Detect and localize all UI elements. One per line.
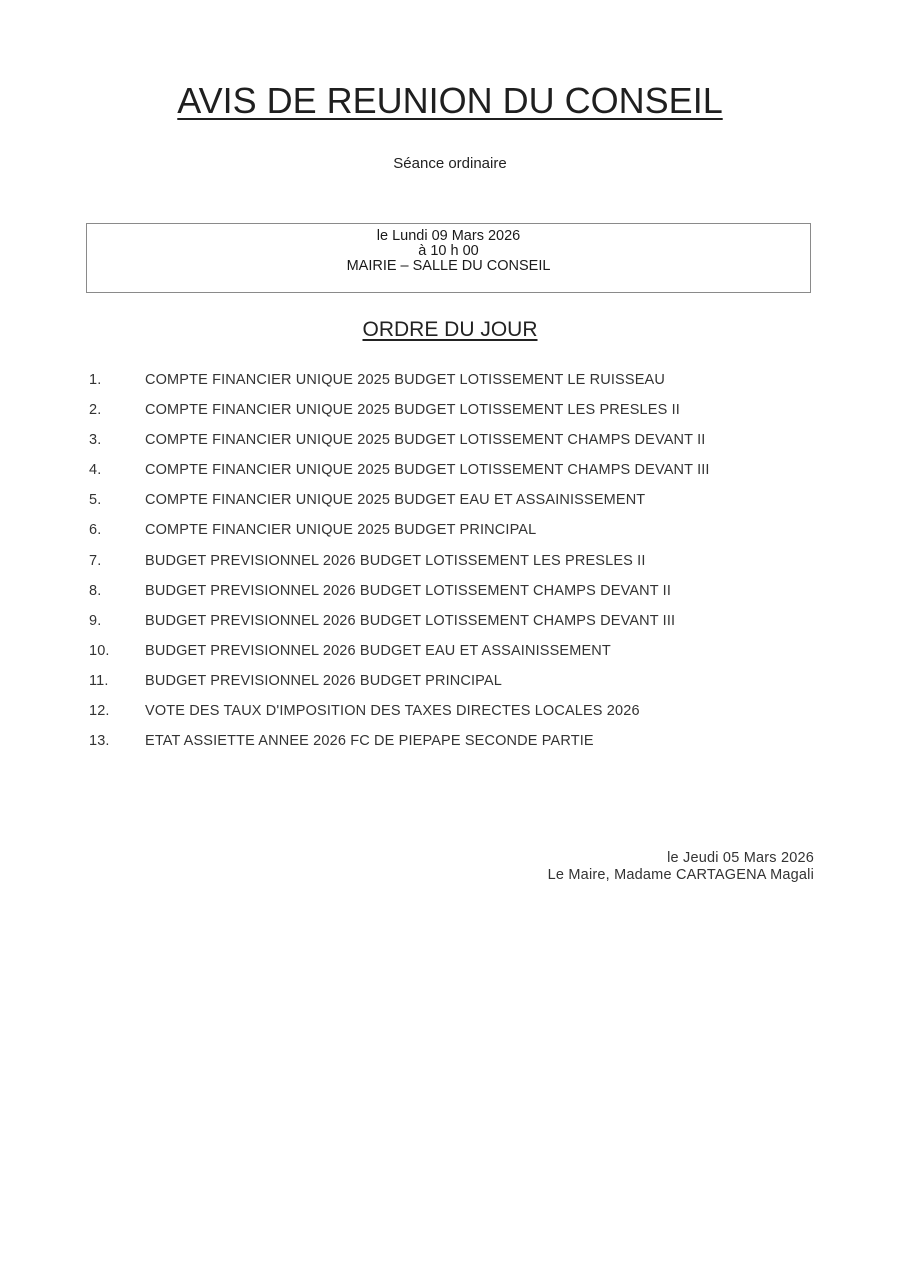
- agenda-item-text: COMPTE FINANCIER UNIQUE 2025 BUDGET EAU ET ASSAINISSEMENT: [145, 492, 646, 509]
- agenda-item-text: COMPTE FINANCIER UNIQUE 2025 BUDGET LOTISSEMENT LES PRESLES II: [145, 402, 680, 419]
- meeting-details-box: [86, 223, 811, 293]
- agenda-heading-text: ORDRE DU JOUR: [362, 318, 538, 341]
- agenda-item: [89, 490, 829, 520]
- agenda-item: [89, 400, 829, 430]
- agenda-item: [89, 671, 829, 701]
- agenda-item: [89, 520, 829, 550]
- meeting-place: MAIRIE – SALLE DU CONSEIL: [346, 258, 551, 274]
- agenda-item-text: BUDGET PREVISIONNEL 2026 BUDGET EAU ET ASSAINISSEMENT: [145, 642, 611, 659]
- signature-block: [548, 850, 814, 884]
- agenda-item-number: 3.: [89, 432, 102, 449]
- agenda-item-text: COMPTE FINANCIER UNIQUE 2025 BUDGET LOTISSEMENT CHAMPS DEVANT II: [145, 432, 706, 449]
- agenda-item-number: 13.: [89, 733, 110, 750]
- agenda-item-text: COMPTE FINANCIER UNIQUE 2025 BUDGET PRINCIPAL: [145, 522, 537, 539]
- page-title: [0, 80, 900, 122]
- agenda-item-number: 7.: [89, 552, 102, 569]
- agenda-item: [89, 370, 829, 400]
- agenda-item: [89, 611, 829, 641]
- agenda-item-number: 9.: [89, 612, 102, 629]
- agenda-item-number: 4.: [89, 462, 102, 479]
- agenda-item-number: 5.: [89, 492, 102, 509]
- signature-date: le Jeudi 05 Mars 2026: [667, 850, 814, 866]
- agenda-heading: [0, 318, 900, 342]
- session-type: Séance ordinaire: [393, 155, 507, 172]
- agenda-item: [89, 701, 829, 731]
- agenda-item-text: COMPTE FINANCIER UNIQUE 2025 BUDGET LOTISSEMENT CHAMPS DEVANT III: [145, 462, 710, 479]
- agenda-item-text: ETAT ASSIETTE ANNEE 2026 FC DE PIEPAPE SECONDE PARTIE: [145, 733, 594, 750]
- agenda-item-text: BUDGET PREVISIONNEL 2026 BUDGET PRINCIPAL: [145, 672, 502, 689]
- agenda-item-number: 12.: [89, 703, 110, 720]
- agenda-item: [89, 430, 829, 460]
- agenda-item-number: 6.: [89, 522, 102, 539]
- page-title-text: AVIS DE REUNION DU CONSEIL: [177, 80, 723, 121]
- agenda-item-number: 1.: [89, 372, 102, 388]
- agenda-item-number: 11.: [89, 672, 109, 689]
- agenda-item: [89, 551, 829, 581]
- agenda-item-number: 8.: [89, 582, 102, 599]
- agenda-item: [89, 641, 829, 671]
- meeting-time: à 10 h 00: [418, 243, 479, 259]
- meeting-date: le Lundi 09 Mars 2026: [376, 228, 521, 244]
- agenda-item-number: 10.: [89, 642, 110, 659]
- agenda-item-number: 2.: [89, 402, 102, 419]
- agenda-item-text: VOTE DES TAUX D'IMPOSITION DES TAXES DIRECTES LOCALES 2026: [145, 703, 640, 720]
- agenda-item: [89, 731, 829, 761]
- agenda-item: [89, 460, 829, 490]
- agenda-item-text: BUDGET PREVISIONNEL 2026 BUDGET LOTISSEMENT CHAMPS DEVANT II: [145, 582, 672, 599]
- agenda-item: [89, 581, 829, 611]
- agenda-item-text: COMPTE FINANCIER UNIQUE 2025 BUDGET LOTISSEMENT LE RUISSEAU: [145, 372, 665, 388]
- agenda-item-text: BUDGET PREVISIONNEL 2026 BUDGET LOTISSEMENT LES PRESLES II: [145, 552, 646, 569]
- agenda-list: [89, 370, 829, 761]
- agenda-item-text: BUDGET PREVISIONNEL 2026 BUDGET LOTISSEMENT CHAMPS DEVANT III: [145, 612, 676, 629]
- signature-signer: Le Maire, Madame CARTAGENA Magali: [547, 867, 814, 883]
